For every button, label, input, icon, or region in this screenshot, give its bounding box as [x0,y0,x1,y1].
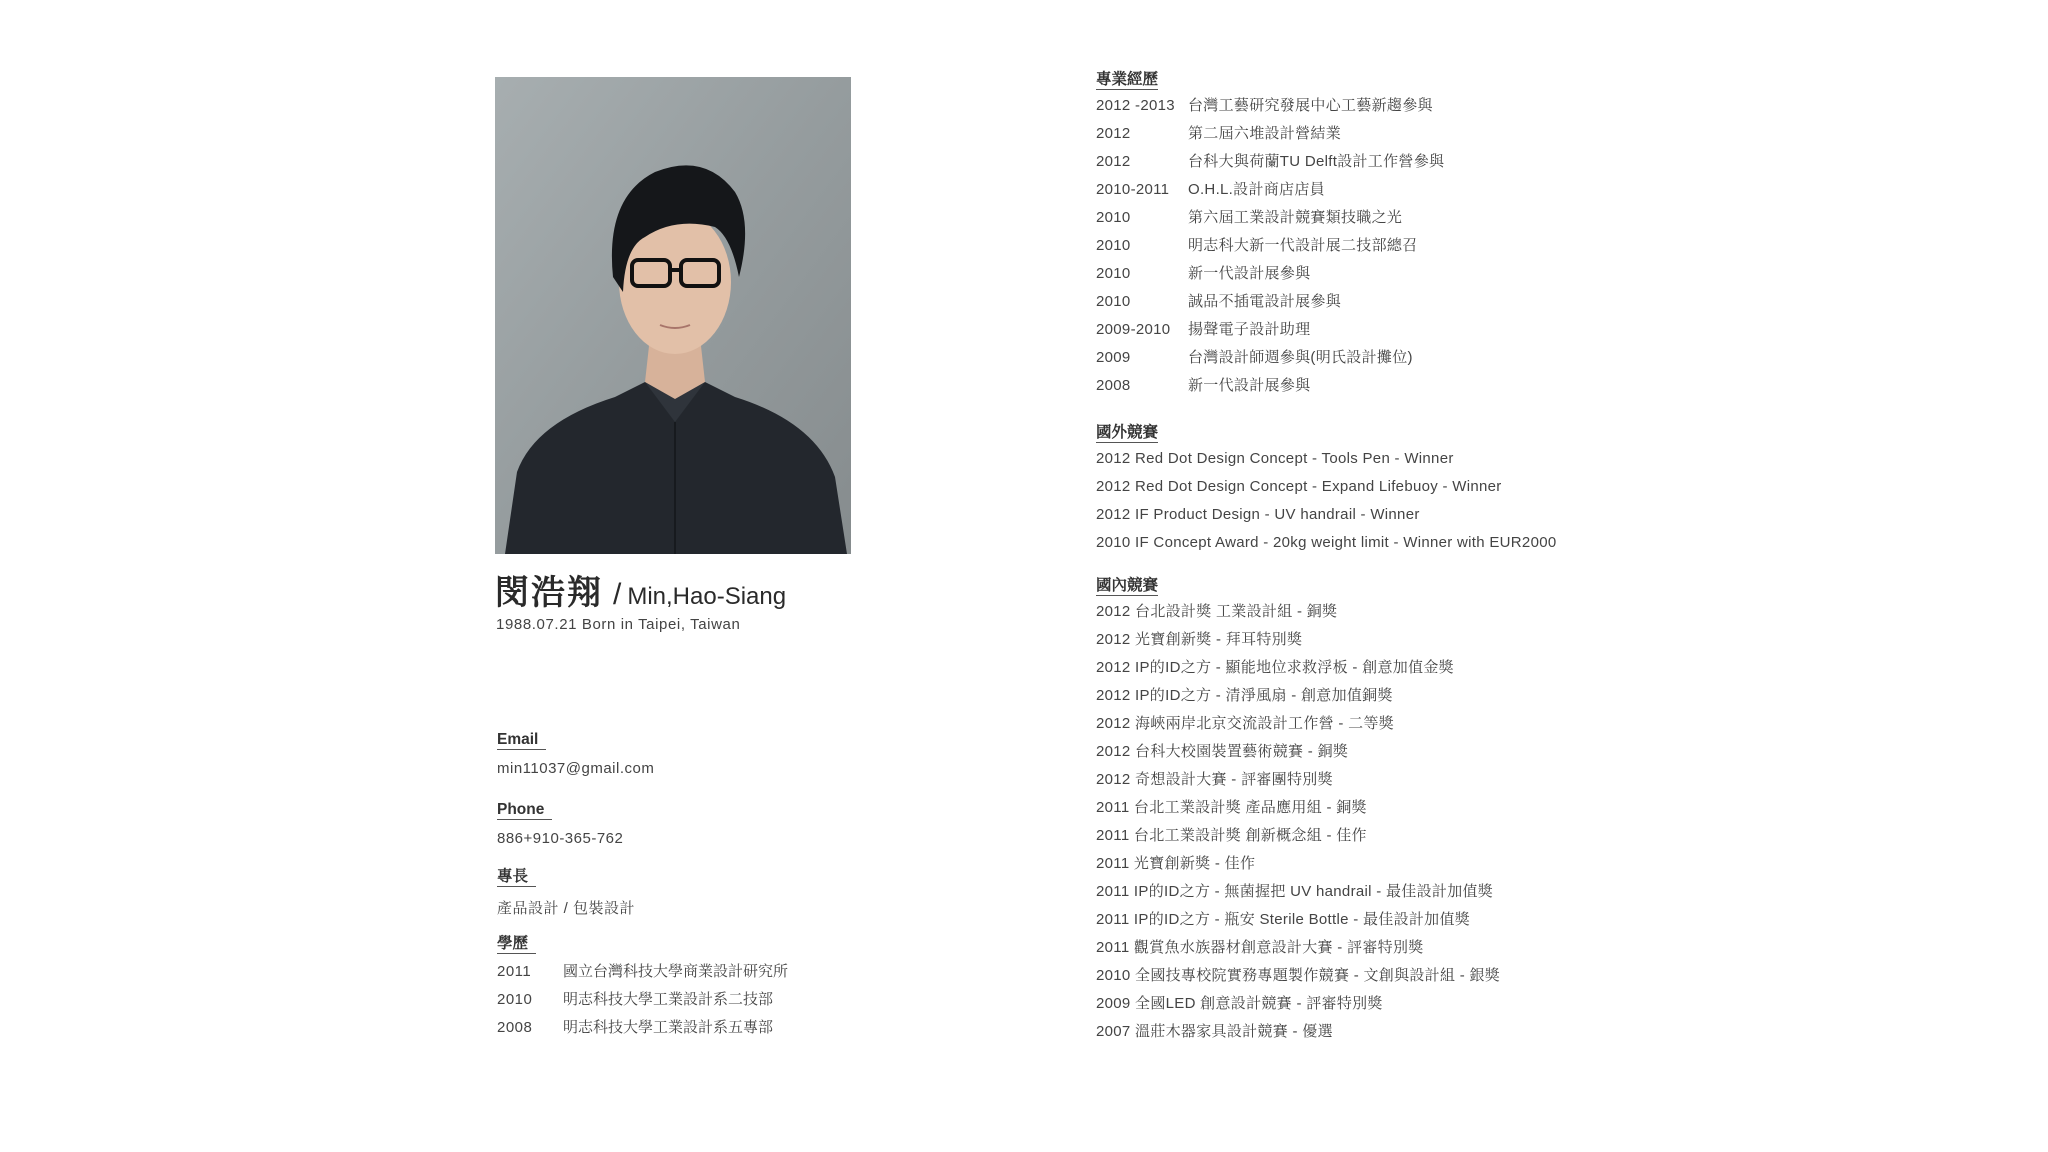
experience-item [1096,372,1656,400]
skills-section [497,868,917,918]
education-heading: 學歷 [497,935,536,954]
domestic-award-item: 2012 IP的ID之方 - 清淨風扇 - 創意加值銅獎 [1096,687,1393,704]
domestic-award-item: 2011 IP的ID之方 - 無菌握把 UV handrail - 最佳設計加值獎 [1096,883,1494,900]
education-year: 2010 [497,991,533,1008]
experience-year: 2010 [1096,293,1131,310]
domestic-award-item: 2011 光寶創新獎 - 佳作 [1096,855,1256,872]
domestic-award-item: 2007 溫莊木器家具設計競賽 - 優選 [1096,1023,1333,1040]
experience-text: 台灣設計師週參與(明氏設計攤位) [1188,349,1413,366]
education-list [497,958,917,1042]
experience-item [1096,92,1656,120]
email-heading: Email [497,731,546,750]
experience-text: 明志科大新一代設計展二技部總召 [1188,237,1418,254]
domestic-list [1096,598,1656,1046]
experience-item [1096,344,1656,372]
experience-heading: 專業經歷 [1096,71,1159,88]
experience-year: 2012 -2013 [1096,97,1175,114]
experience-year: 2008 [1096,377,1131,394]
international-award-item: 2012 Red Dot Design Concept - Tools Pen - Winner [1096,450,1454,467]
education-year: 2011 [497,963,532,980]
domestic-award-item: 2011 觀賞魚水族器材創意設計大賽 - 評審特別獎 [1096,939,1424,956]
experience-item [1096,288,1656,316]
education-item [497,1014,917,1042]
international-list [1096,445,1656,557]
experience-item [1096,204,1656,232]
experience-item [1096,260,1656,288]
experience-year: 2010 [1096,237,1131,254]
person-name [495,565,786,614]
domestic-awards-section [1096,577,1656,1046]
experience-text: 第六屆工業設計競賽類技職之光 [1188,209,1403,226]
birth-info: 1988.07.21 Born in Taipei, Taiwan [496,616,741,633]
domestic-heading: 國內競賽 [1096,577,1159,594]
education-text: 明志科技大學工業設計系五專部 [563,1019,774,1036]
domestic-award-item: 2012 海峽兩岸北京交流設計工作營 - 二等獎 [1096,715,1395,732]
experience-year: 2010-2011 [1096,181,1170,198]
education-text: 國立台灣科技大學商業設計研究所 [563,963,789,980]
international-heading: 國外競賽 [1096,424,1159,441]
experience-text: 台灣工藝研究發展中心工藝新趨參與 [1188,97,1433,114]
education-item [497,958,917,986]
skills-heading: 專長 [497,868,536,887]
domestic-award-item: 2011 台北工業設計獎 創新概念組 - 佳作 [1096,827,1367,844]
domestic-award-item: 2011 IP的ID之方 - 瓶安 Sterile Bottle - 最佳設計加值獎 [1096,911,1471,928]
domestic-award-item: 2010 全國技專校院實務專題製作競賽 - 文創與設計組 - 銀獎 [1096,967,1501,984]
domestic-award-item: 2012 奇想設計大賽 - 評審團特別獎 [1096,771,1333,788]
experience-year: 2012 [1096,125,1131,142]
experience-text: 揚聲電子設計助理 [1188,321,1311,338]
phone-heading: Phone [497,801,552,820]
experience-item [1096,120,1656,148]
experience-year: 2009-2010 [1096,321,1171,338]
international-award-item: 2012 IF Product Design - UV handrail - Winner [1096,506,1420,523]
international-awards-section [1096,424,1656,557]
education-year: 2008 [497,1019,533,1036]
domestic-award-item: 2011 台北工業設計獎 產品應用組 - 銅獎 [1096,799,1367,816]
experience-text: 新一代設計展參與 [1188,377,1311,394]
experience-year: 2010 [1096,209,1131,226]
phone-section [497,801,917,847]
experience-text: 第二屆六堆設計營結業 [1188,125,1342,142]
experience-list [1096,92,1656,400]
name-chinese: 閔浩翔 [495,574,603,612]
experience-item [1096,232,1656,260]
domestic-award-item: 2012 台北設計獎 工業設計組 - 銅獎 [1096,603,1338,620]
experience-text: 新一代設計展參與 [1188,265,1311,282]
experience-year: 2010 [1096,265,1131,282]
experience-section [1096,71,1656,400]
international-award-item: 2010 IF Concept Award - 20kg weight limit - Winner with EUR2000 [1096,534,1557,551]
skills-value: 產品設計 / 包裝設計 [497,900,636,917]
education-item [497,986,917,1014]
email-value: min11037@gmail.com [497,760,655,777]
domestic-award-item: 2012 IP的ID之方 - 顯能地位求救浮板 - 創意加值金獎 [1096,659,1454,676]
experience-item [1096,148,1656,176]
domestic-award-item: 2012 台科大校園裝置藝術競賽 - 銅獎 [1096,743,1349,760]
email-section [497,731,917,777]
international-award-item: 2012 Red Dot Design Concept - Expand Lifebuoy - Winner [1096,478,1502,495]
experience-text: O.H.L.設計商店店員 [1188,181,1325,198]
experience-item [1096,316,1656,344]
domestic-award-item: 2009 全國LED 創意設計競賽 - 評審特別獎 [1096,995,1383,1012]
experience-text: 台科大與荷蘭TU Delft設計工作營參與 [1188,153,1445,170]
phone-value: 886+910-365-762 [497,830,624,847]
domestic-award-item: 2012 光寶創新獎 - 拜耳特別獎 [1096,631,1303,648]
experience-text: 誠品不插電設計展參與 [1188,293,1342,310]
education-text: 明志科技大學工業設計系二技部 [563,991,774,1008]
experience-item [1096,176,1656,204]
experience-year: 2012 [1096,153,1131,170]
name-english: Min,Hao-Siang [627,583,787,610]
profile-photo [495,77,851,554]
name-separator: / [613,578,622,611]
experience-year: 2009 [1096,349,1131,366]
education-section [497,935,917,1042]
